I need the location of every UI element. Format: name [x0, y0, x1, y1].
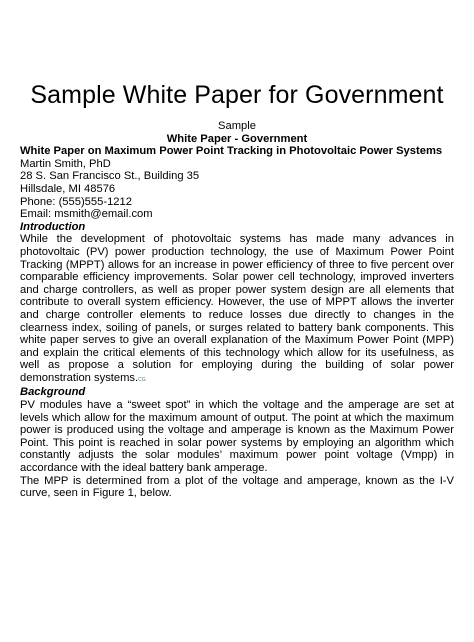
sample-label: Sample — [218, 120, 256, 132]
introduction-paragraph — [20, 233, 454, 386]
document-body — [20, 120, 454, 500]
introduction-text: While the development of photovoltaic systems has made many advances in photovoltaic (PV) power production technology, the use of Maximum Power Point Tracking (MPPT) allows for an increase in power efficiency of three to five percent over comparable efficiency improvements. Solar power cell technology, improved inverters and charge controllers, as well as proper power system design are all elements that contribute to overall system efficiency. However, the use of MPPT allows the inverter and charge controller elements to reduce losses due directly to changes in the clearness index, soiling of panels, or surges related to battery bank components. This white paper serves to give an overall explanation of the Maximum Power Point (MPP) and explain the critical elements of this technology which allow for its usefulness, as well as propose a solution for employing during the building of solar power demonstration systems. — [20, 233, 454, 384]
author-phone: Phone: (555)555-1212 — [20, 195, 132, 208]
author-email: Email: msmith@email.com — [20, 208, 153, 221]
background-paragraph-2: The MPP is determined from a plot of the voltage and amperage, known as the I-V curve, seen in Figure 1, below. — [20, 474, 454, 500]
introduction-heading: Introduction — [20, 220, 86, 233]
page-title: Sample White Paper for Government — [30, 81, 444, 109]
background-paragraph-1: PV modules have a “sweet spot” in which the voltage and the amperage are set at levels which allow for the maximum amount of output. The point at which the maximum power is produced using the voltage and amperage is known as the Maximum Power Point. This point is reached in solar power systems by employing an algorithm which constantly adjusts the solar modules’ maximum power point voltage (Vmpp) in accordance with the ideal battery bank amperage. — [20, 399, 454, 475]
document-subtitle: White Paper - Government — [166, 132, 308, 145]
author-address-line1: 28 S. San Francisco St., Building 35 — [20, 170, 200, 183]
author-address-line2: Hillsdale, MI 48576 — [20, 182, 116, 195]
margin-mark: CG — [138, 376, 146, 383]
paper-title: White Paper on Maximum Power Point Tracking in Photovoltaic Power Systems — [20, 145, 443, 158]
author-name: Martin Smith, PhD — [20, 157, 111, 170]
background-heading: Background — [20, 386, 86, 399]
